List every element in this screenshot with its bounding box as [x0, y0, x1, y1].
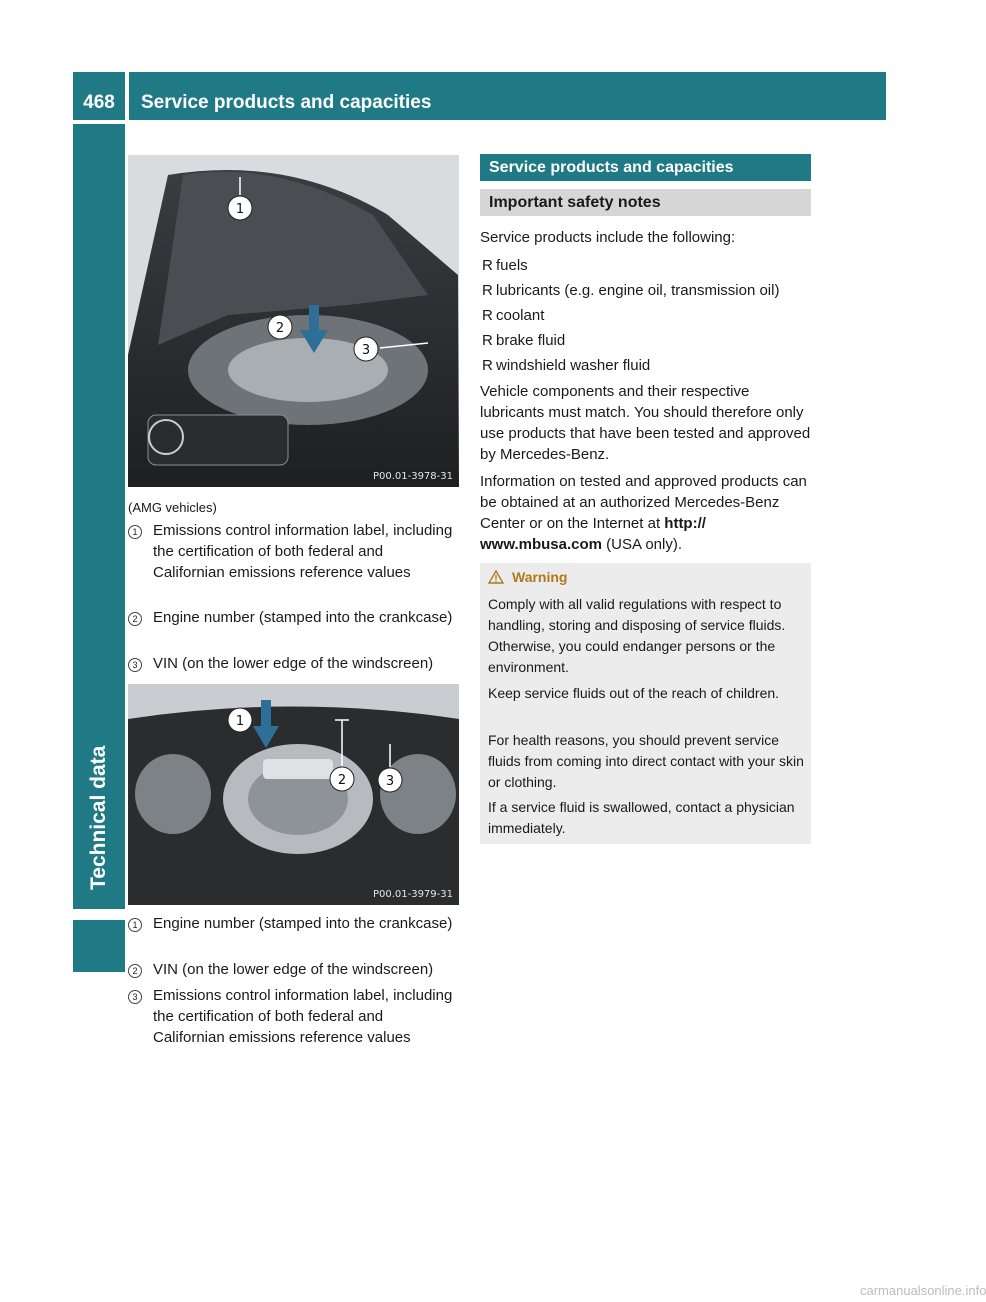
- callout-1-label: 1: [235, 714, 245, 729]
- warning-triangle-icon: [488, 570, 504, 584]
- photo-code: P00.01-3979-31: [372, 889, 453, 900]
- callout-number: 1: [128, 525, 142, 539]
- list-item-text: Emissions control information label, including the certification of both federal and Californian emissions reference values: [153, 987, 453, 1046]
- bullet-marker: R: [482, 257, 493, 274]
- bullet-marker: R: [482, 332, 493, 349]
- warning-paragraph: For health reasons, you should prevent service fluids from coming into direct contact with your skin or clothing.: [488, 732, 804, 790]
- list-item-text: Emissions control information label, including the certification of both federal and Californian emissions reference values: [153, 522, 453, 581]
- callout-2-label: 2: [275, 321, 285, 336]
- list-item: [128, 985, 459, 1048]
- body-text: (USA only).: [601, 536, 683, 553]
- warning-paragraph: Keep service fluids out of the reach of children.: [488, 685, 780, 701]
- list-item: [128, 653, 464, 674]
- intro-text: Service products include the following:: [480, 229, 736, 246]
- bullet-item: [480, 330, 565, 351]
- body-paragraph: Vehicle components and their respective lubricants must match. You should therefore only use products that have been tested and approved by Mercedes-Benz.: [480, 383, 811, 463]
- body-paragraph: [480, 471, 814, 555]
- list-item: [128, 959, 464, 980]
- callout-number: 3: [128, 990, 142, 1004]
- engine-photo-standard-illustration: [128, 684, 459, 905]
- bullet-text: windshield washer fluid: [496, 357, 651, 374]
- bullet-item: [480, 305, 544, 326]
- bullet-text: brake fluid: [496, 332, 566, 349]
- bullet-item: [480, 355, 650, 376]
- callout-1-label: 1: [235, 202, 245, 217]
- engine-photo-standard: [128, 684, 459, 905]
- warning-paragraph: If a service fluid is swallowed, contact a physician immediately.: [488, 799, 795, 836]
- body-text: Information on tested and approved products can be obtained at an authorized Mercedes-Benz Center or on the Internet at: [480, 473, 807, 532]
- bullet-text: fuels: [496, 257, 528, 274]
- callout-3-label: 3: [361, 343, 371, 358]
- engine-photo-amg: [128, 155, 459, 487]
- engine-photo-amg-illustration: [128, 155, 459, 487]
- subsection-title: Important safety notes: [480, 189, 811, 216]
- side-tab-label: Technical data: [87, 745, 110, 890]
- photo-code: P00.01-3978-31: [372, 471, 453, 482]
- warning-heading-text: Warning: [512, 569, 568, 585]
- callout-3-label: 3: [385, 774, 395, 789]
- photo-caption: (AMG vehicles): [128, 500, 217, 515]
- footer-watermark: carmanualsonline.info: [860, 1283, 986, 1298]
- list-item: [128, 520, 459, 583]
- website-link[interactable]: http:// www.mbusa.com: [480, 515, 706, 553]
- bullet-text: lubricants (e.g. engine oil, transmission oil): [496, 282, 780, 299]
- list-item-text: VIN (on the lower edge of the windscreen): [153, 655, 434, 672]
- callout-number: 2: [128, 964, 142, 978]
- list-item-text: VIN (on the lower edge of the windscreen): [153, 961, 434, 978]
- bullet-item: [480, 280, 814, 301]
- callout-number: 1: [128, 918, 142, 932]
- warning-paragraph: Comply with all valid regulations with respect to handling, storing and disposing of service fluids. Otherwise, you could endanger persons or the environment.: [488, 596, 786, 675]
- bullet-marker: R: [482, 307, 493, 324]
- list-item: [128, 913, 459, 934]
- list-item-text: Engine number (stamped into the crankcase): [153, 609, 453, 626]
- section-title: Service products and capacities: [480, 154, 811, 181]
- bullet-marker: R: [482, 282, 493, 299]
- bullet-item: [480, 255, 528, 276]
- bullet-marker: R: [482, 357, 493, 374]
- side-tab-block: [73, 920, 125, 972]
- bullet-text: coolant: [496, 307, 545, 324]
- page-header-title: Service products and capacities: [129, 72, 886, 120]
- callout-2-label: 2: [337, 773, 347, 788]
- callout-number: 3: [128, 658, 142, 672]
- warning-heading: [488, 569, 567, 585]
- callout-number: 2: [128, 612, 142, 626]
- page-number: 468: [73, 72, 125, 120]
- list-item-text: Engine number (stamped into the crankcase): [153, 915, 453, 932]
- list-item: [128, 607, 459, 628]
